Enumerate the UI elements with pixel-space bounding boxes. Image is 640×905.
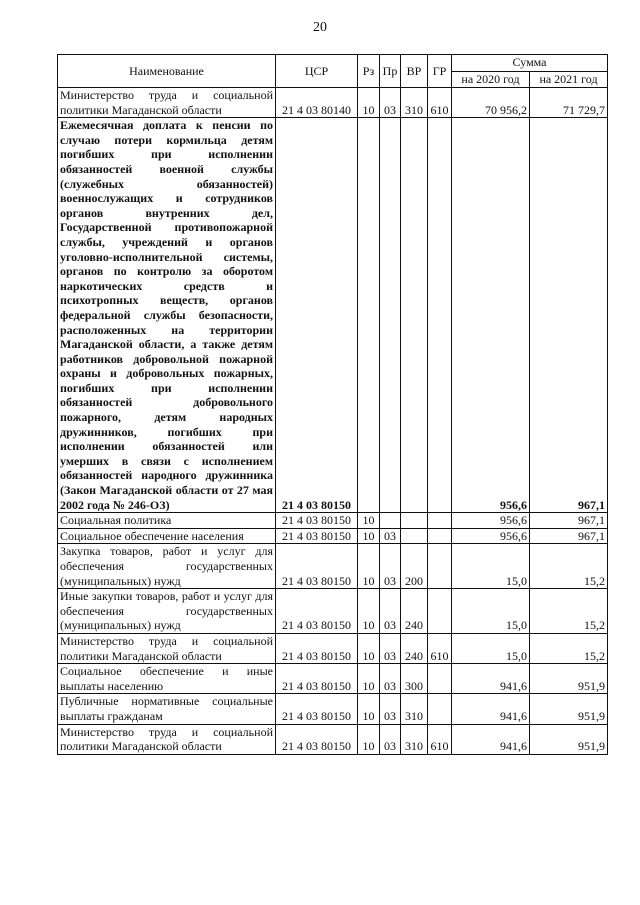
- row-pr: [380, 118, 401, 513]
- table-row: [58, 724, 608, 754]
- table-row: [58, 88, 608, 118]
- row-sum-2020: 15,0: [452, 589, 530, 634]
- row-sum-2020: 15,0: [452, 633, 530, 663]
- row-sum-2021: 967,1: [530, 118, 608, 513]
- table-row: [58, 513, 608, 529]
- row-rz: 10: [358, 589, 380, 634]
- header-vr: ВР: [401, 55, 428, 88]
- row-name: Министерство труда и социальной политики Магаданской области: [58, 724, 276, 754]
- row-csr: 21 4 03 80150: [276, 118, 358, 513]
- table-row: [58, 544, 608, 589]
- table-row: [58, 528, 608, 544]
- row-vr: [401, 513, 428, 529]
- row-rz: 10: [358, 664, 380, 694]
- row-name: Социальное обеспечение и иные выплаты населению: [58, 664, 276, 694]
- row-pr: 03: [380, 589, 401, 634]
- row-vr: [401, 118, 428, 513]
- row-pr: 03: [380, 544, 401, 589]
- row-csr: 21 4 03 80150: [276, 724, 358, 754]
- row-pr: 03: [380, 528, 401, 544]
- row-gr: [428, 513, 452, 529]
- row-sum-2021: 951,9: [530, 694, 608, 724]
- row-vr: 300: [401, 664, 428, 694]
- table-row: [58, 589, 608, 634]
- row-gr: [428, 664, 452, 694]
- row-vr: 240: [401, 633, 428, 663]
- row-name: Министерство труда и социальной политики Магаданской области: [58, 88, 276, 118]
- header-gr: ГР: [428, 55, 452, 88]
- table-row: [58, 118, 608, 513]
- row-sum-2021: 967,1: [530, 513, 608, 529]
- header-rz: Рз: [358, 55, 380, 88]
- row-gr: [428, 589, 452, 634]
- row-pr: [380, 513, 401, 529]
- row-csr: 21 4 03 80150: [276, 664, 358, 694]
- table-row: [58, 664, 608, 694]
- row-sum-2021: 967,1: [530, 528, 608, 544]
- row-name: Публичные нормативные социальные выплаты гражданам: [58, 694, 276, 724]
- row-sum-2021: 15,2: [530, 544, 608, 589]
- row-rz: 10: [358, 633, 380, 663]
- header-name: Наименование: [58, 55, 276, 88]
- row-sum-2021: 15,2: [530, 589, 608, 634]
- row-gr: 610: [428, 88, 452, 118]
- row-pr: 03: [380, 724, 401, 754]
- row-name: Министерство труда и социальной политики Магаданской области: [58, 633, 276, 663]
- row-gr: [428, 118, 452, 513]
- page-number: 20: [313, 20, 327, 35]
- row-name: Социальная политика: [58, 513, 276, 529]
- row-gr: [428, 528, 452, 544]
- row-vr: 240: [401, 589, 428, 634]
- row-csr: 21 4 03 80150: [276, 544, 358, 589]
- row-sum-2020: 956,6: [452, 118, 530, 513]
- row-vr: [401, 528, 428, 544]
- row-csr: 21 4 03 80140: [276, 88, 358, 118]
- row-rz: 10: [358, 724, 380, 754]
- row-gr: [428, 544, 452, 589]
- row-vr: 310: [401, 724, 428, 754]
- row-vr: 200: [401, 544, 428, 589]
- row-name: Ежемесячная доплата к пенсии по случаю потери кормильца детям погибших при исполнении обязанностей военной службы (служебных обязанностей) военнослужащих и сотрудников органов внутренних дел, Государственной противопожарной службы, учреждений и органов уголовно-исполнительной системы, органов по контролю за оборотом наркотических средств и психотропных веществ, органов федеральной службы безопасности, расположенных на территории Магаданской области, а также детям работников добровольной пожарной охраны и добровольных пожарных, погибших при исполнении обязанностей добровольного пожарного, детям народных дружинников, погибших при исполнении обязанностей или умерших в связи с исполнением обязанностей народного дружинника (Закон Магаданской области от 27 мая 2002 года № 246-ОЗ): [58, 118, 276, 513]
- row-sum-2020: 941,6: [452, 694, 530, 724]
- row-sum-2020: 941,6: [452, 664, 530, 694]
- row-csr: 21 4 03 80150: [276, 589, 358, 634]
- row-gr: 610: [428, 724, 452, 754]
- row-rz: [358, 118, 380, 513]
- row-name: Социальное обеспечение населения: [58, 528, 276, 544]
- row-csr: 21 4 03 80150: [276, 694, 358, 724]
- row-sum-2020: 956,6: [452, 528, 530, 544]
- row-sum-2021: 15,2: [530, 633, 608, 663]
- row-name: Закупка товаров, работ и услуг для обеспечения государственных (муниципальных) нужд: [58, 544, 276, 589]
- row-pr: 03: [380, 633, 401, 663]
- row-sum-2020: 941,6: [452, 724, 530, 754]
- row-sum-2020: 70 956,2: [452, 88, 530, 118]
- row-vr: 310: [401, 88, 428, 118]
- table-row: [58, 633, 608, 663]
- row-csr: 21 4 03 80150: [276, 633, 358, 663]
- row-gr: 610: [428, 633, 452, 663]
- row-rz: 10: [358, 694, 380, 724]
- row-rz: 10: [358, 544, 380, 589]
- header-pr: Пр: [380, 55, 401, 88]
- row-sum-2021: 951,9: [530, 724, 608, 754]
- row-csr: 21 4 03 80150: [276, 513, 358, 529]
- budget-table: [57, 54, 608, 755]
- row-pr: 03: [380, 664, 401, 694]
- header-year-2020: на 2020 год: [452, 71, 530, 88]
- table-row: [58, 694, 608, 724]
- row-sum-2020: 956,6: [452, 513, 530, 529]
- row-pr: 03: [380, 694, 401, 724]
- row-gr: [428, 694, 452, 724]
- table-body: [58, 88, 608, 755]
- row-rz: 10: [358, 528, 380, 544]
- row-pr: 03: [380, 88, 401, 118]
- row-name: Иные закупки товаров, работ и услуг для обеспечения государственных (муниципальных) нужд: [58, 589, 276, 634]
- row-sum-2020: 15,0: [452, 544, 530, 589]
- row-sum-2021: 951,9: [530, 664, 608, 694]
- row-rz: 10: [358, 513, 380, 529]
- header-year-2021: на 2021 год: [530, 71, 608, 88]
- row-csr: 21 4 03 80150: [276, 528, 358, 544]
- header-sum: Сумма: [452, 55, 608, 72]
- header-csr: ЦСР: [276, 55, 358, 88]
- row-vr: 310: [401, 694, 428, 724]
- row-rz: 10: [358, 88, 380, 118]
- row-sum-2021: 71 729,7: [530, 88, 608, 118]
